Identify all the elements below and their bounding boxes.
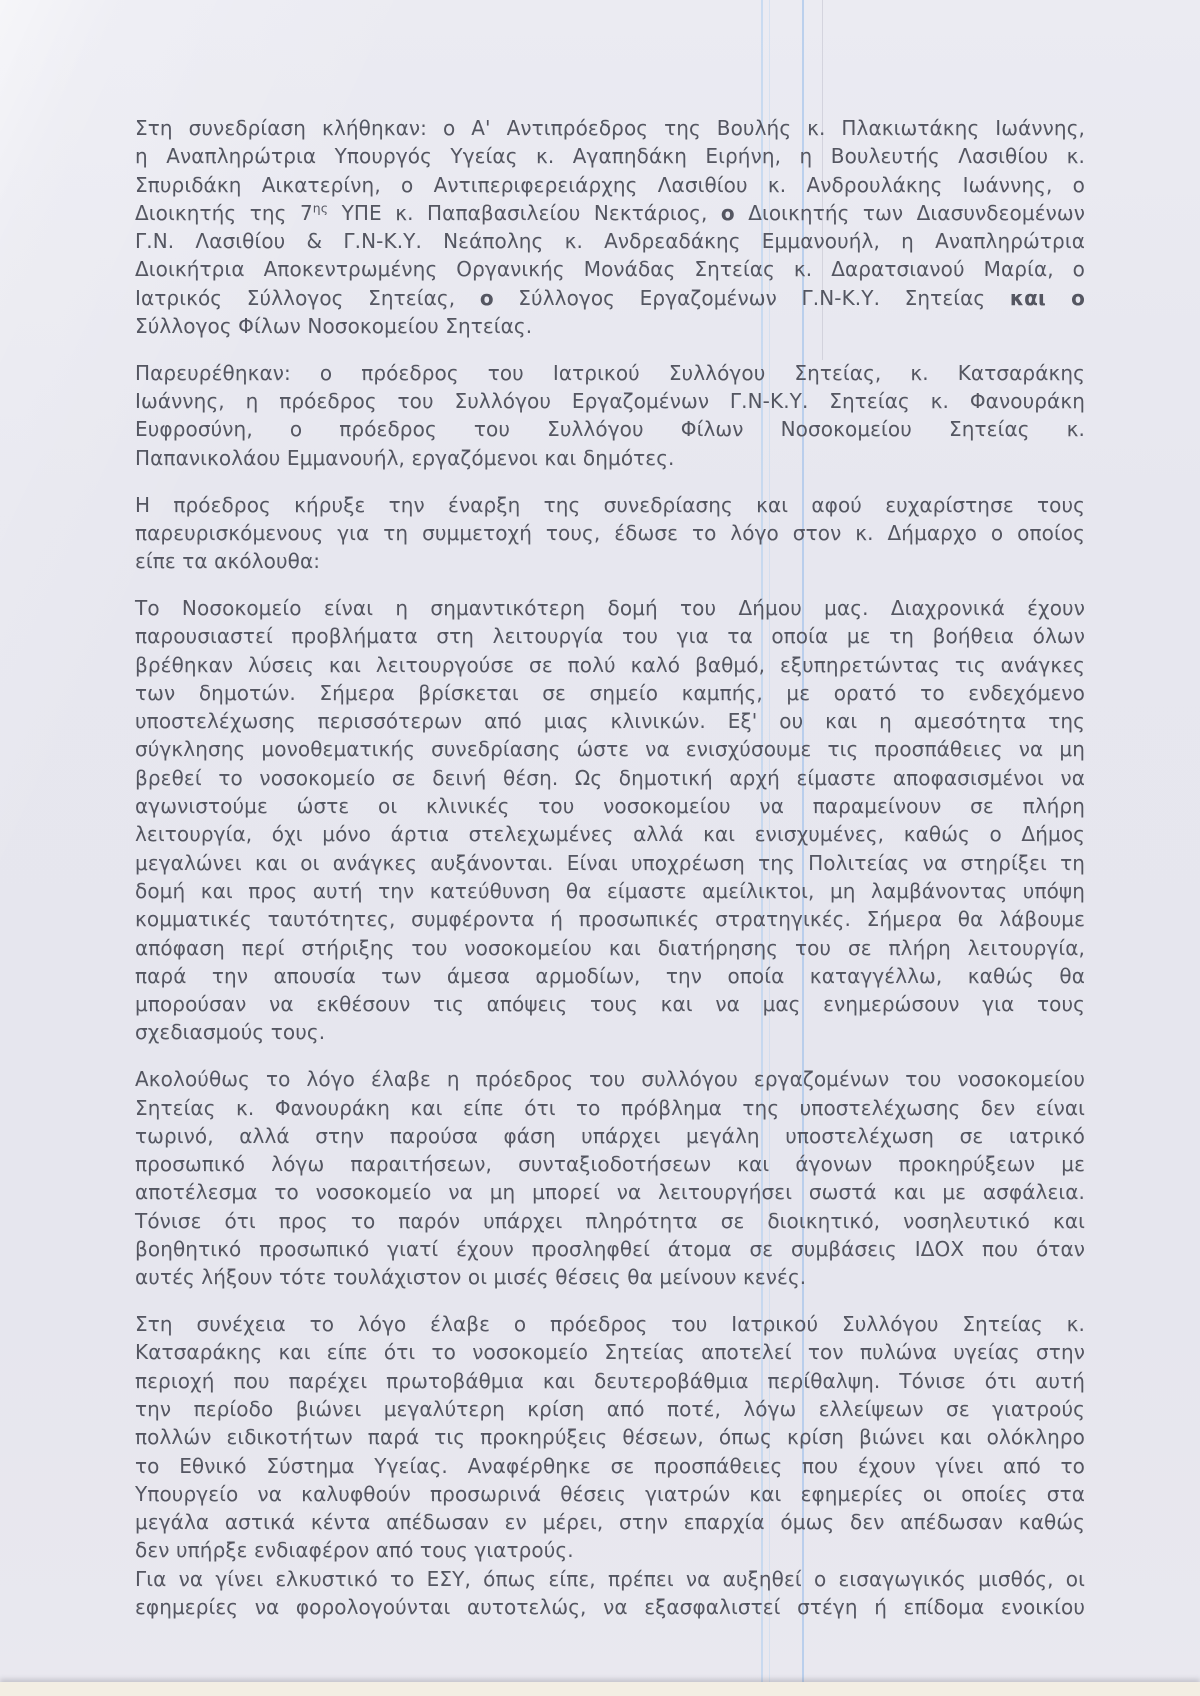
- text-line: Ιατρικός Σύλλογος Σητείας, ο Σύλλογος Εργαζομένων Γ.Ν-Κ.Υ. Σητείας και ο: [135, 285, 1085, 310]
- text-line: Το Νοσοκομείο είναι η σημαντικότερη δομή του Δήμου μας. Διαχρονικά έχουν: [135, 595, 1085, 620]
- text-line: Γ.Ν. Λασιθίου & Γ.Ν-Κ.Υ. Νεάπολης κ. Ανδρεαδάκης Εμμανουήλ, η Αναπληρώτρια: [135, 229, 1085, 254]
- katsarakis-speech: [135, 1310, 1085, 1565]
- text-line: απόφαση περί στήριξης του νοσοκομείου και διατήρησης του σε πλήρη λειτουργία,: [135, 935, 1085, 960]
- text-line: μεγαλώνει και οι ανάγκες αυξάνονται. Είναι υποχρέωση της Πολιτείας να στηρίξει τη: [135, 850, 1085, 875]
- text-line: Υπουργείο να καλυφθούν προσωρινά θέσεις γιατρών και εφημερίες οι οποίες στα: [135, 1481, 1085, 1506]
- text-line: Παπανικολάου Εμμανουήλ, εργαζόμενοι και δημότες.: [135, 445, 675, 470]
- text-line: παρευρισκόμενους για τη συμμετοχή τους, έδωσε το λόγο στον κ. Δήμαρχο ο οποίος: [135, 520, 1085, 545]
- text-line: η Αναπληρώτρια Υπουργός Υγείας κ. Αγαπηδάκη Ειρήνη, η Βουλευτής Λασιθίου κ.: [135, 144, 1085, 169]
- text-line: προσωπικό λόγω παραιτήσεων, συνταξιοδοτήσεων και άγονων προκηρύξεων με: [135, 1152, 1085, 1177]
- text-line: Ευφροσύνη, ο πρόεδρος του Συλλόγου Φίλων Νοσοκομείου Σητείας κ.: [135, 417, 1085, 442]
- text-line: Η πρόεδρος κήρυξε την έναρξη της συνεδρίασης και αφού ευχαρίστησε τους: [135, 492, 1085, 517]
- text-line: δεν υπήρξε ενδιαφέρον από τους γιατρούς.: [135, 1538, 574, 1563]
- text-line: σύγκλησης μονοθεματικής συνεδρίασης ώστε να ενισχύσουμε τις προσπάθειες να μη: [135, 737, 1085, 762]
- text-line: αγωνιστούμε ώστε οι κλινικές του νοσοκομείου να παραμείνουν σε πλήρη: [135, 794, 1085, 819]
- invited-attendees: [135, 114, 1085, 340]
- text-line: σχεδιασμούς τους.: [135, 1020, 326, 1045]
- text-line: Ιωάννης, η πρόεδρος του Συλλόγου Εργαζομένων Γ.Ν-Κ.Υ. Σητείας κ. Φανουράκη: [135, 389, 1085, 414]
- text-line: Για να γίνει ελκυστικό το ΕΣΥ, όπως είπε, πρέπει να αυξηθεί ο εισαγωγικός μισθός, οι: [135, 1566, 1085, 1591]
- text-line: Σητείας κ. Φανουράκη και είπε ότι το πρόβλημα της υποστελέχωσης δεν είναι: [135, 1095, 1085, 1120]
- text-line: αποτέλεσμα το νοσοκομείο να μη μπορεί να λειτουργήσει σωστά και με ασφάλεια.: [135, 1180, 1085, 1205]
- text-line: Σπυριδάκη Αικατερίνη, ο Αντιπεριφερειάρχης Λασιθίου κ. Ανδρουλάκης Ιωάννης, ο: [135, 172, 1085, 197]
- text-line: περιοχή που παρέχει πρωτοβάθμια και δευτεροβάθμια περίθαλψη. Τόνισε ότι αυτή: [135, 1368, 1085, 1393]
- text-line: Παρευρέθηκαν: ο πρόεδρος του Ιατρικού Συλλόγου Σητείας, κ. Κατσαράκης: [135, 360, 1085, 385]
- present-attendees: [135, 359, 1085, 472]
- text-line: εφημερίες να φορολογούνται αυτοτελώς, να εξασφαλιστεί στέγη ή επίδομα ενοικίου: [135, 1595, 1085, 1620]
- text-line: Διοικήτρια Αποκεντρωμένης Οργανικής Μονάδας Σητείας κ. Δαρατσιανού Μαρία, ο: [135, 257, 1085, 282]
- katsarakis-speech-continued: [135, 1565, 1085, 1622]
- text-line: των δημοτών. Σήμερα βρίσκεται σε σημείο καμπής, με ορατό το ενδεχόμενο: [135, 680, 1085, 705]
- text-line: δομή και προς αυτή την κατεύθυνση θα είμαστε αμείλικτοι, μη λαμβάνοντας υπόψη: [135, 878, 1085, 903]
- text-line: Τόνισε ότι προς το παρόν υπάρχει πληρότητα σε διοικητικό, νοσηλευτικό και: [135, 1208, 1085, 1233]
- text-line: βρεθεί το νοσοκομείο σε δεινή θέση. Ως δημοτική αρχή είμαστε αποφασισμένοι να: [135, 765, 1085, 790]
- text-line: Σύλλογος Φίλων Νοσοκομείου Σητείας.: [135, 314, 533, 339]
- text-line: το Εθνικό Σύστημα Υγείας. Αναφέρθηκε σε προσπάθειες που έχουν γίνει από το: [135, 1453, 1085, 1478]
- text-line: πολλών ειδικοτήτων παρά τις προκηρύξεις θέσεων, όπως κρίση βιώνει και ολόκληρο: [135, 1425, 1085, 1450]
- text-line: αυτές λήξουν τότε τουλάχιστον οι μισές θέσεις θα μείνουν κενές.: [135, 1265, 807, 1290]
- text-line: παρά την απουσία των άμεσα αρμοδίων, την οποία καταγγέλλω, καθώς θα: [135, 963, 1085, 988]
- mayor-speech: [135, 594, 1085, 1047]
- text-line: λειτουργία, όχι μόνο άρτια στελεχωμένες αλλά και ενισχυμένες, καθώς ο Δήμος: [135, 822, 1085, 847]
- text-line: μπορούσαν να εκθέσουν τις απόψεις τους και να μας ενημερώσουν για τους: [135, 992, 1085, 1017]
- text-line: μεγάλα αστικά κέντα απέδωσαν εν μέρει, στην επαρχία όμως δεν απέδωσαν καθώς: [135, 1510, 1085, 1535]
- text-line: Κατσαράκης και είπε ότι το νοσοκομείο Σητείας αποτελεί τον πυλώνα υγείας στην: [135, 1340, 1085, 1365]
- text-line: παρουσιαστεί προβλήματα στη λειτουργία του για τα οποία με τη βοήθεια όλων: [135, 624, 1085, 649]
- text-line: υποστελέχωσης περισσότερων από μιας κλινικών. Εξ' ου και η αμεσότητα της: [135, 709, 1085, 734]
- text-line: Στη συνέχεια το λόγο έλαβε ο πρόεδρος του Ιατρικού Συλλόγου Σητείας κ.: [135, 1312, 1085, 1337]
- text-line: τωρινό, αλλά στην παρούσα φάση υπάρχει μεγάλη υποστελέχωση σε ιατρικό: [135, 1123, 1085, 1148]
- text-block: [135, 114, 1085, 1621]
- text-line: Διοικητής της $7^{\eta\varsigma}$ ΥΠΕ κ. Παπαβασιλείου Νεκτάριος, ο Διοικητής των Διασυνδεομένων: [135, 200, 1086, 225]
- text-line: βρέθηκαν λύσεις και λειτουργούσε σε πολύ καλό βαθμό, εξυπηρετώντας τις ανάγκες: [135, 652, 1085, 677]
- text-line: την περίοδο βιώνει μεγαλύτερη κρίση από ποτέ, λόγω ελλείψεων σε γιατρούς: [135, 1396, 1085, 1421]
- text-line: βοηθητικό προσωπικό γιατί έχουν προσληφθεί άτομα σε συμβάσεις ΙΔΟΧ που όταν: [135, 1236, 1085, 1261]
- fanouraki-speech: [135, 1065, 1085, 1291]
- text-line: κομματικές ταυτότητες, συμφέροντα ή προσωπικές στρατηγικές. Σήμερα θα λάβουμε: [135, 907, 1085, 932]
- session-opening: [135, 491, 1085, 576]
- text-line: Ακολούθως το λόγο έλαβε η πρόεδρος του συλλόγου εργαζομένων του νοσοκομείου: [135, 1067, 1085, 1092]
- text-line: είπε τα ακόλουθα:: [135, 549, 321, 574]
- text-line: Στη συνεδρίαση κλήθηκαν: ο Α' Αντιπρόεδρος της Βουλής κ. Πλακιωτάκης Ιωάννης,: [135, 116, 1085, 140]
- scanner-bed-strip: [0, 1682, 1200, 1696]
